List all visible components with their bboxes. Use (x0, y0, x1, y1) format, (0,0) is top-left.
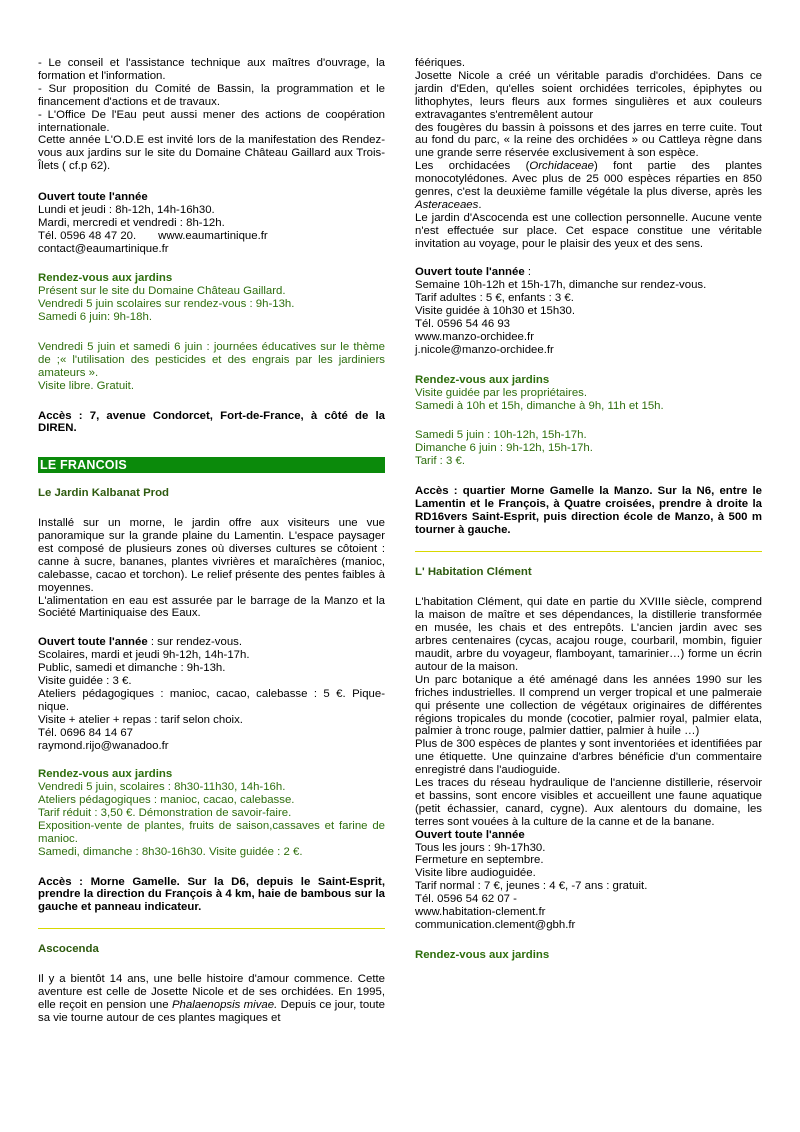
clement-email-link[interactable]: communication.clement@gbh.fr (415, 919, 576, 932)
kalbanat-phone: Tél. 0696 84 14 67 (38, 726, 133, 739)
kalbanat-email-link[interactable]: raymond.rijo@wanadoo.fr (38, 739, 169, 752)
ode-website-link[interactable]: www.eaumartinique.fr (158, 229, 268, 242)
clement-info-line: Tarif normal : 7 €, jeunes : 4 €, -7 ans : gratuit. (415, 880, 648, 893)
kalbanat-rdv-line: Samedi, dimanche : 8h30-16h30. Visite guidée : 2 €. (38, 845, 303, 858)
asco-access: Accès : quartier Morne Gamelle la Manzo. Sur la N6, entre le Lamentin et le François, à Quatre croisées, prendre à droite la RD16vers Saint-Esprit, puis direction école de Manzo, à 500 m tourner à gauche. (415, 484, 762, 536)
ode-rdv-visit: Visite libre. Gratuit. (38, 379, 135, 392)
ode-phone: Tél. 0596 48 47 20. (38, 229, 137, 242)
section-title-le-francois: LE FRANCOIS (38, 457, 385, 473)
kalbanat-description: Installé sur un morne, le jardin offre aux visiteurs une vue panoramique sur la grande plaine du Lamentin. L'espace paysager est composé de plusieurs zones où diverses cultures se côtoient : canne à sucre, bananes, plantes vivrières et maraîchères (manioc, calebasse, cacao et torchon). Le relief présente des pentes faibles à moyennes. (38, 517, 385, 594)
asco-info-line: Semaine 10h-12h et 15h-17h, dimanche sur rendez-vous. (415, 279, 707, 292)
kalbanat-open-title: Ouvert toute l'année (38, 636, 148, 649)
ode-email-link[interactable]: contact@eaumartinique.fr (38, 242, 169, 255)
clement-description: L'habitation Clément, qui date en partie du XVIIIe siècle, comprend la maison de maître et ses dépendances, la distillerie transformée en musée, les chais et des entrepôts. L'ancien jardin avec ses arbres centenaires (cycas, acajou rouge, courbaril, mombin, figuier maudit, arbre du voyageur, flamboyant, tamarinier…) forme un écrin autour de la maison. (415, 596, 762, 673)
asco-rdv-line: Visite guidée par les propriétaires. (415, 386, 588, 399)
clement-info-line: Fermeture en septembre. (415, 854, 544, 867)
clement-title: L' Habitation Clément (415, 565, 532, 578)
asco-open-title: Ouvert toute l'année (415, 266, 525, 279)
kalbanat-open-line (38, 636, 385, 649)
kalbanat-info-line: Scolaires, mardi et jeudi 9h-12h, 14h-17h. (38, 649, 250, 662)
clement-description: Un parc botanique a été aménagé dans les années 1990 sur les friches industrielles. Il comprend un verger tropical et une palmeraie qui présente une collection de végétaux originaires de différentes régions tropicales du monde (cocotier, palmier royal, palmier elata, palmier à tronc rouge, palmier dattier, palmier à huile …) (415, 673, 762, 738)
ode-hours-line: Mardi, mercredi et vendredi : 8h-12h. (38, 216, 225, 229)
ode-rdv-title: Rendez-vous aux jardins (38, 272, 173, 285)
clement-open-title: Ouvert toute l'année (415, 828, 525, 841)
section-divider (38, 928, 385, 929)
clement-info-line: Tous les jours : 9h-17h30. (415, 841, 546, 854)
kalbanat-description: L'alimentation en eau est assurée par le barrage de la Manzo et la Société Martiniquaise des Eaux. (38, 594, 385, 620)
ascocenda-paragraph: des fougères du bassin à poissons et des jarres en terre cuite. Tout au fond du parc, « la reine des orchidées » ou Cattleya règne dans une grande serre réservée exclusivement à son espèce. (415, 121, 762, 160)
right-column (415, 57, 762, 962)
ode-rdv-line: Samedi 6 juin: 9h-18h. (38, 311, 152, 324)
ascocenda-intro-text-end: Depuis ce jour, toute sa vie tourne autour de ces plantes magiques et (38, 998, 385, 1024)
kalbanat-rdv-line: Exposition-vente de plantes, fruits de saison,cassaves et farine de manioc. (38, 819, 385, 845)
orchidaceae-text: ) font partie des plantes monocotylédones. Avec plus de 25 000 espèces réparties en 850 genres, c'est la deuxième famille végétale la plus diverse, après les (415, 160, 762, 199)
kalbanat-rdv-line: Ateliers pédagogiques : manioc, cacao, calebasse. (38, 794, 295, 807)
ode-hours-line: Lundi et jeudi : 8h-12h, 14h-16h30. (38, 203, 215, 216)
kalbanat-info-line: Public, samedi et dimanche : 9h-13h. (38, 662, 226, 675)
intro-paragraph: - Sur proposition du Comité de Bassin, la programmation et le financement d'actions et de travaux. (38, 82, 385, 108)
kalbanat-info-line: Ateliers pédagogiques : manioc, cacao, calebasse : 5 €. Pique-nique. (38, 687, 385, 713)
clement-rdv-title: Rendez-vous aux jardins (415, 948, 550, 961)
ascocenda-collection: Le jardin d'Ascocenda est une collection personnelle. Aucune vente n'est effectuée sur place. Cet espace constitue une véritable invitation au voyage, pour le plaisir des yeux et des sens. (415, 211, 762, 250)
ode-rdv-line: Vendredi 5 juin scolaires sur rendez-vous : 9h-13h. (38, 298, 295, 311)
ascocenda-continuation: féériques. (415, 57, 466, 69)
orchidaceae-text: Les orchidacées ( (415, 160, 530, 173)
intro-paragraph: Cette année L'O.D.E est invité lors de la manifestation des Rendez-vous aux jardins sur le site du Domaine Château Gaillard aux Trois-Îlets ( cf.p 62). (38, 134, 385, 173)
left-column (38, 57, 385, 1025)
ode-open-title: Ouvert toute l'année (38, 191, 148, 204)
kalbanat-info-line: Visite guidée : 3 €. (38, 674, 132, 687)
asco-info-line: Tarif adultes : 5 €, enfants : 3 €. (415, 292, 574, 305)
clement-website-link[interactable]: www.habitation-clement.fr (415, 906, 546, 919)
ascocenda-title: Ascocenda (38, 943, 99, 956)
asco-rdv-line: Dimanche 6 juin : 9h-12h, 15h-17h. (415, 442, 593, 455)
asco-open-line (415, 266, 762, 279)
ascocenda-intro-text: Il y a bientôt 14 ans, une belle histoire d'amour commence. Cette aventure est celle de Josette Nicole et de ses orchidées. En 1995, elle reçoit en pension une (38, 973, 385, 1011)
kalbanat-rdv-title: Rendez-vous aux jardins (38, 768, 173, 781)
ode-rdv-events: Vendredi 5 juin et samedi 6 juin : journées éducatives sur le thème de ;« l'utilisation des pesticides et des engrais par les jardiniers amateurs ». (38, 340, 385, 379)
intro-paragraph: - Le conseil et l'assistance technique aux maîtres d'ouvrage, la formation et l'information. (38, 57, 385, 82)
asco-rdv-title: Rendez-vous aux jardins (415, 373, 550, 386)
kalbanat-info-line: Visite + atelier + repas : tarif selon choix. (38, 713, 243, 726)
ode-rdv-line: Présent sur le site du Domaine Château Gaillard. (38, 285, 286, 298)
kalbanat-title: Le Jardin Kalbanat Prod (38, 487, 170, 500)
ascocenda-paragraph: Josette Nicole a créé un véritable paradis d'orchidées. Dans ce jardin d'Eden, qu'elles soient orchidées terricoles, épiphytes ou lithophytes, leurs fleurs aux formes singulières et aux couleurs extravagantes s'entremêlent autour (415, 69, 762, 121)
ode-contact-line (38, 230, 385, 243)
asteraceae-latin: Asteraceaes (415, 198, 479, 211)
clement-phone: Tél. 0596 54 62 07 - (415, 893, 517, 906)
kalbanat-rdv-line: Vendredi 5 juin, scolaires : 8h30-11h30, 14h-16h. (38, 781, 286, 794)
asco-email-link[interactable]: j.nicole@manzo-orchidee.fr (415, 343, 554, 356)
asco-rdv-line: Samedi 5 juin : 10h-12h, 15h-17h. (415, 429, 587, 442)
kalbanat-access: Accès : Morne Gamelle. Sur la D6, depuis le Saint-Esprit, prendre la direction du François à 4 km, haie de bambous sur la gauche et panneau indicateur. (38, 875, 385, 914)
asco-open-suffix: : (524, 266, 532, 279)
asco-website-link[interactable]: www.manzo-orchidee.fr (415, 331, 535, 344)
orchidaceae-latin: Orchidaceae (529, 160, 594, 173)
kalbanat-open-suffix: : sur rendez-vous. (147, 636, 243, 649)
ode-access: Accès : 7, avenue Condorcet, Fort-de-France, à côté de la DIREN. (38, 409, 385, 435)
clement-info-line: Visite libre audioguidée. (415, 867, 536, 880)
ascocenda-species-name: Phalaenopsis mivae. (171, 998, 278, 1011)
clement-description: Les traces du réseau hydraulique de l'ancienne distillerie, réservoir et bassins, sont encore visibles et accueillent une faune aquatique (petit échassier, canard, cygne). Aux alentours du domaine, les terres sont vouées à la culture de la canne et de la banane. (415, 777, 762, 828)
asco-info-line: Visite guidée à 10h30 et 15h30. (415, 305, 576, 318)
section-divider (415, 551, 762, 552)
kalbanat-rdv-line: Tarif réduit : 3,50 €. Démonstration de savoir-faire. (38, 807, 292, 820)
clement-description: Plus de 300 espèces de plantes y sont inventoriées et identifiées par une étiquette. Une quinzaine d'arbres bénéficie d'un commentaire enregistré dans l'audioguide. (415, 738, 762, 777)
asco-rdv-line: Samedi à 10h et 15h, dimanche à 9h, 11h et 15h. (415, 399, 664, 412)
asco-rdv-line: Tarif : 3 €. (415, 455, 466, 468)
orchidaceae-paragraph (415, 160, 762, 212)
orchidaceae-text: . (478, 198, 482, 211)
intro-paragraph: - L'Office De l'Eau peut aussi mener des actions de coopération internationale. (38, 108, 385, 134)
ascocenda-intro (38, 973, 385, 1025)
asco-phone: Tél. 0596 54 46 93 (415, 318, 510, 331)
